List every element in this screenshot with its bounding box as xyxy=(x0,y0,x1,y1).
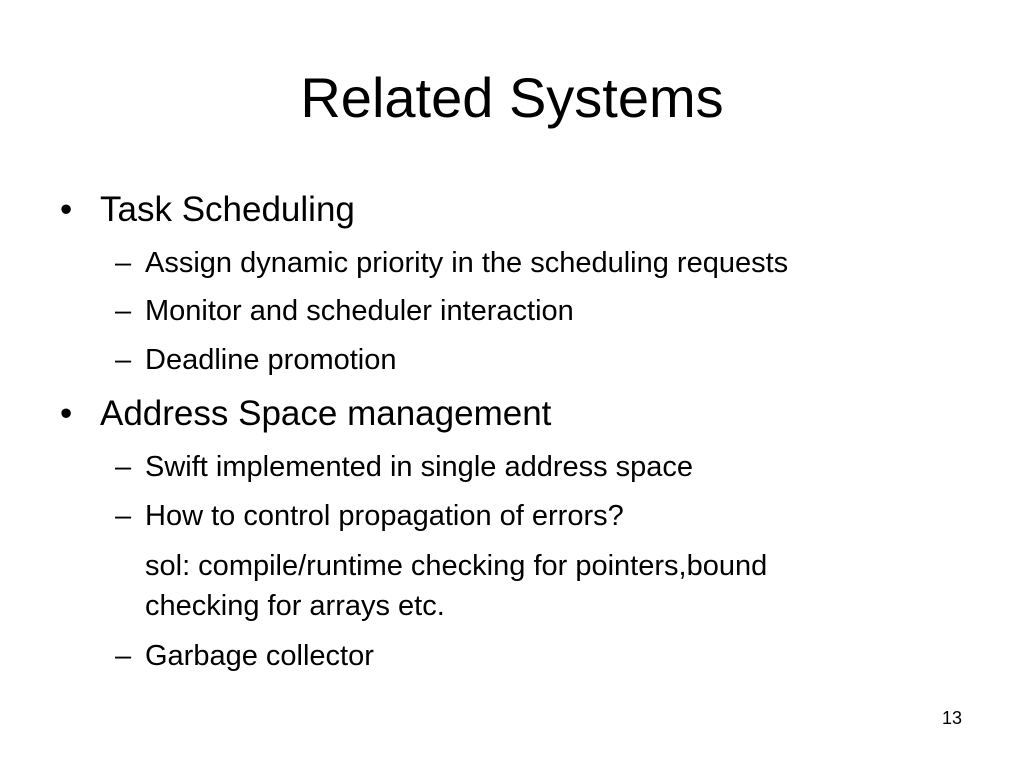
bullet-text: Task Scheduling xyxy=(100,190,355,229)
slide-title: Related Systems xyxy=(300,66,724,129)
bullet-icon: • xyxy=(60,394,73,433)
dash-icon: – xyxy=(115,451,132,483)
sub-bullet-text: How to control propagation of errors? xyxy=(145,500,624,532)
solution-note-line-2: checking for arrays etc. xyxy=(145,590,445,622)
dash-icon: – xyxy=(115,247,132,279)
dash-icon: – xyxy=(115,344,132,376)
bullet-text: Address Space management xyxy=(100,394,552,433)
sub-bullet-text: Deadline promotion xyxy=(145,344,397,376)
dash-icon: – xyxy=(115,295,132,327)
dash-icon: – xyxy=(115,640,132,672)
solution-note-line-1: sol: compile/runtime checking for pointers,bound xyxy=(145,550,768,582)
sub-bullet-text: Assign dynamic priority in the scheduling requests xyxy=(145,247,789,279)
dash-icon: – xyxy=(115,500,132,532)
sub-bullet-text: Swift implemented in single address space xyxy=(145,451,694,483)
sub-bullet-text: Garbage collector xyxy=(145,640,374,672)
page-number: 13 xyxy=(941,708,962,728)
sub-bullet-text: Monitor and scheduler interaction xyxy=(145,295,574,327)
bullet-icon: • xyxy=(60,190,73,229)
